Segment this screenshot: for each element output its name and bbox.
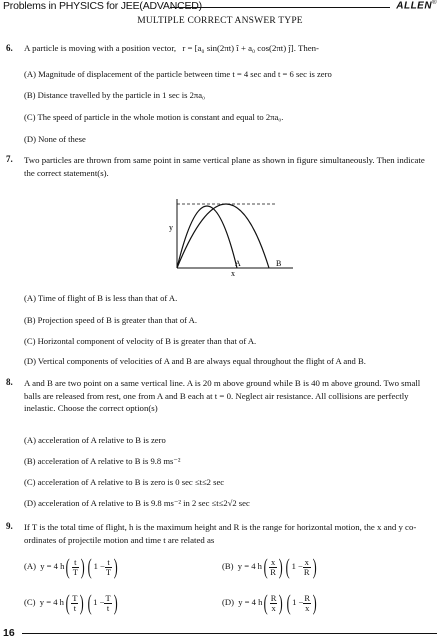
- option-a: (A) Magnitude of displacement of the particle between time t = 4 sec and t = 6 sec is zero: [24, 69, 332, 79]
- question-number: 6.: [6, 43, 13, 53]
- option-d: (D) Vertical components of velocities of A and B are always equal throughout the flight of A and B.: [24, 356, 366, 366]
- option-c: (C) The speed of particle in the whole motion is constant and equal to 2πa₀.: [24, 112, 284, 122]
- question-stem: A particle is moving with a position vector, r = [a₀ sin(2πt) î + a₀ cos(2πt) ĵ]. Then-: [24, 43, 319, 53]
- y-axis-label: y: [169, 223, 173, 232]
- footer-rule: [22, 633, 437, 634]
- page-header: [0, 0, 440, 14]
- label-b: B: [276, 259, 282, 268]
- header-rule: [170, 7, 390, 8]
- option-b: (B) Projection speed of B is greater than that of A.: [24, 315, 198, 325]
- option-b: (B) acceleration of A relative to B is 9.8 ms⁻²: [24, 456, 181, 466]
- option-b: (B) Distance travelled by the particle in 1 sec is 2πa₀: [24, 90, 206, 100]
- question-stem: Two particles are thrown from same point in same vertical plane as shown in figure simultaneously. Then indicate the correct statement(s).: [24, 155, 425, 178]
- option-a: (A) acceleration of A relative to B is zero: [24, 435, 166, 445]
- question-stem: If T is the total time of flight, h is the maximum height and R is the range for horizontal motion, the x and y co-ordinates of projectile motion and time t are related as: [24, 522, 417, 545]
- question-number: 7.: [6, 154, 13, 164]
- option-d: (D) acceleration of A relative to B is 9.8 ms⁻² in 2 sec ≤t≤2√2 sec: [24, 498, 250, 508]
- x-axis-label: x: [231, 269, 235, 276]
- book-title: Problems in PHYSICS for JEE(ADVANCED): [3, 0, 202, 12]
- option-a: (A) Time of flight of B is less than that of A.: [24, 293, 178, 303]
- option-c: (C) acceleration of A relative to B is zero is 0 sec ≤t≤2 sec: [24, 477, 225, 487]
- label-a: A: [235, 259, 241, 268]
- question-number: 8.: [6, 377, 13, 387]
- question-stem: A and B are two point on a same vertical line. A is 20 m above ground while B is 40 m above ground. Two small balls are released from rest, one from A and B each at t = 0. Neglect air resistance. All collisions are perfectly inelastic. Choose the correct option(s): [24, 378, 421, 413]
- option-d: (D) None of these: [24, 134, 86, 144]
- option-b: (B) y = 4 h( $\frac{x}{R}$ ) ( 1 − $\frac{x}{R}$ ): [222, 554, 317, 579]
- option-c: (C) Horizontal component of velocity of B is greater than that of A.: [24, 336, 257, 346]
- section-title: MULTIPLE CORRECT ANSWER TYPE: [137, 16, 303, 26]
- option-a: (A) y = 4 h( $\frac{t}{T}$ ) ( 1 − $\frac{t}{T}$ ): [24, 554, 118, 579]
- page-number: 16: [3, 627, 15, 639]
- publisher-logo: ALLEN®: [396, 0, 437, 12]
- projectile-figure: [165, 196, 305, 276]
- question-number: 9.: [6, 521, 13, 531]
- position-vector-formula: r = [a₀ sin(2πt) î + a₀ cos(2πt) ĵ]. Then-: [182, 43, 319, 53]
- option-c: (C) y = 4 h( $\frac{T}{t}$ ) ( 1 − $\frac{T}{t}$ ): [24, 590, 118, 615]
- option-d: (D) y = 4 h( $\frac{R}{x}$ ) ( 1 − $\frac{R}{x}$ ): [222, 590, 317, 615]
